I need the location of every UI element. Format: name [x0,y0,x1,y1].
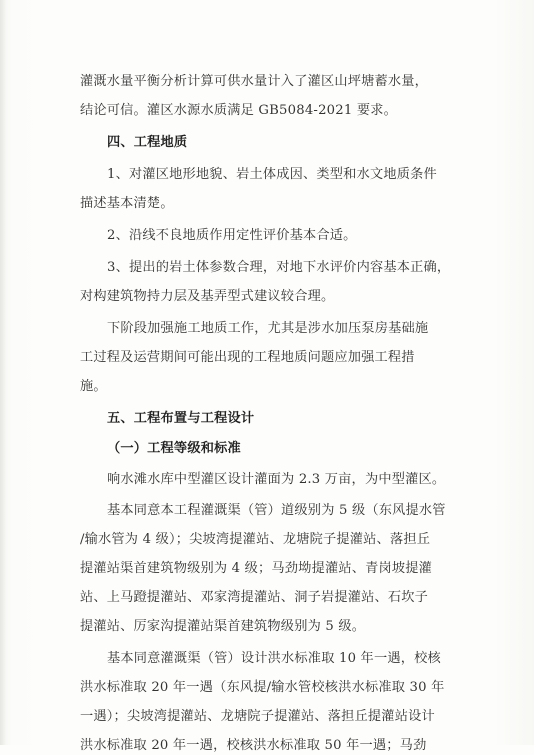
paragraph-line: 施。 [80,379,107,394]
paragraph-line: 1、对灌区地形地貌、岩土体成因、类型和水文地质条件 [107,167,437,182]
page-edge-shadow [0,0,6,745]
section-heading: 五、工程布置与工程设计 [107,411,255,426]
paragraph-line: 提灌站、厉家沟提灌站渠首建筑物级别为 5 级。 [80,619,366,634]
paragraph-line: 灌溉水量平衡分析计算可供水量计入了灌区山坪塘蓄水量， [80,74,429,89]
paragraph-line: 站、上马蹬提灌站、邓家湾提灌站、洞子岩提灌站、石坎子 [80,590,429,605]
paragraph-line: 结论可信。灌区水源水质满足 GB5084-2021 要求。 [80,103,397,118]
paragraph-line: 响水滩水库中型灌区设计灌面为 2.3 万亩，为中型灌区。 [107,472,446,487]
section-heading: 四、工程地质 [107,135,188,150]
paragraph-line: 3、提出的岩土体参数合理，对地下水评价内容基本正确， [107,260,451,275]
paragraph-line: 洪水标准取 20 年一遇（东风提/输水管校核洪水标准取 30 年 [80,680,445,695]
subsection-heading: （一）工程等级和标准 [107,441,241,456]
paragraph-line: 提灌站渠首建筑物级别为 4 级；马劲坳提灌站、青岗坡提灌 [80,561,433,576]
paragraph-line: 一遇）；尖坡湾提灌站、龙塘院子提灌站、落担丘提灌站设计 [80,709,435,724]
paragraph-line: 基本同意本工程灌溉渠（管）道级别为 5 级（东风提水管 [107,503,446,518]
paragraph-line: 工过程及运营期间可能出现的工程地质问题应加强工程措 [80,350,415,365]
paragraph-line: 描述基本清楚。 [80,196,174,211]
paragraph-line: /输水管为 4 级）；尖坡湾提灌站、龙塘院子提灌站、落担丘 [80,532,431,547]
paragraph-line: 下阶段加强施工地质工作，尤其是涉水加压泵房基础施 [107,321,429,336]
paragraph-line: 洪水标准取 20 年一遇，校核洪水标准取 50 年一遇；马劲 [80,738,427,753]
paragraph-line: 基本同意灌溉渠（管）设计洪水标准取 10 年一遇，校核 [107,651,441,666]
paragraph-line: 对构建筑物持力层及基弄型式建议较合理。 [80,289,335,304]
paragraph-line: 2、沿线不良地质作用定性评价基本合适。 [107,228,357,243]
